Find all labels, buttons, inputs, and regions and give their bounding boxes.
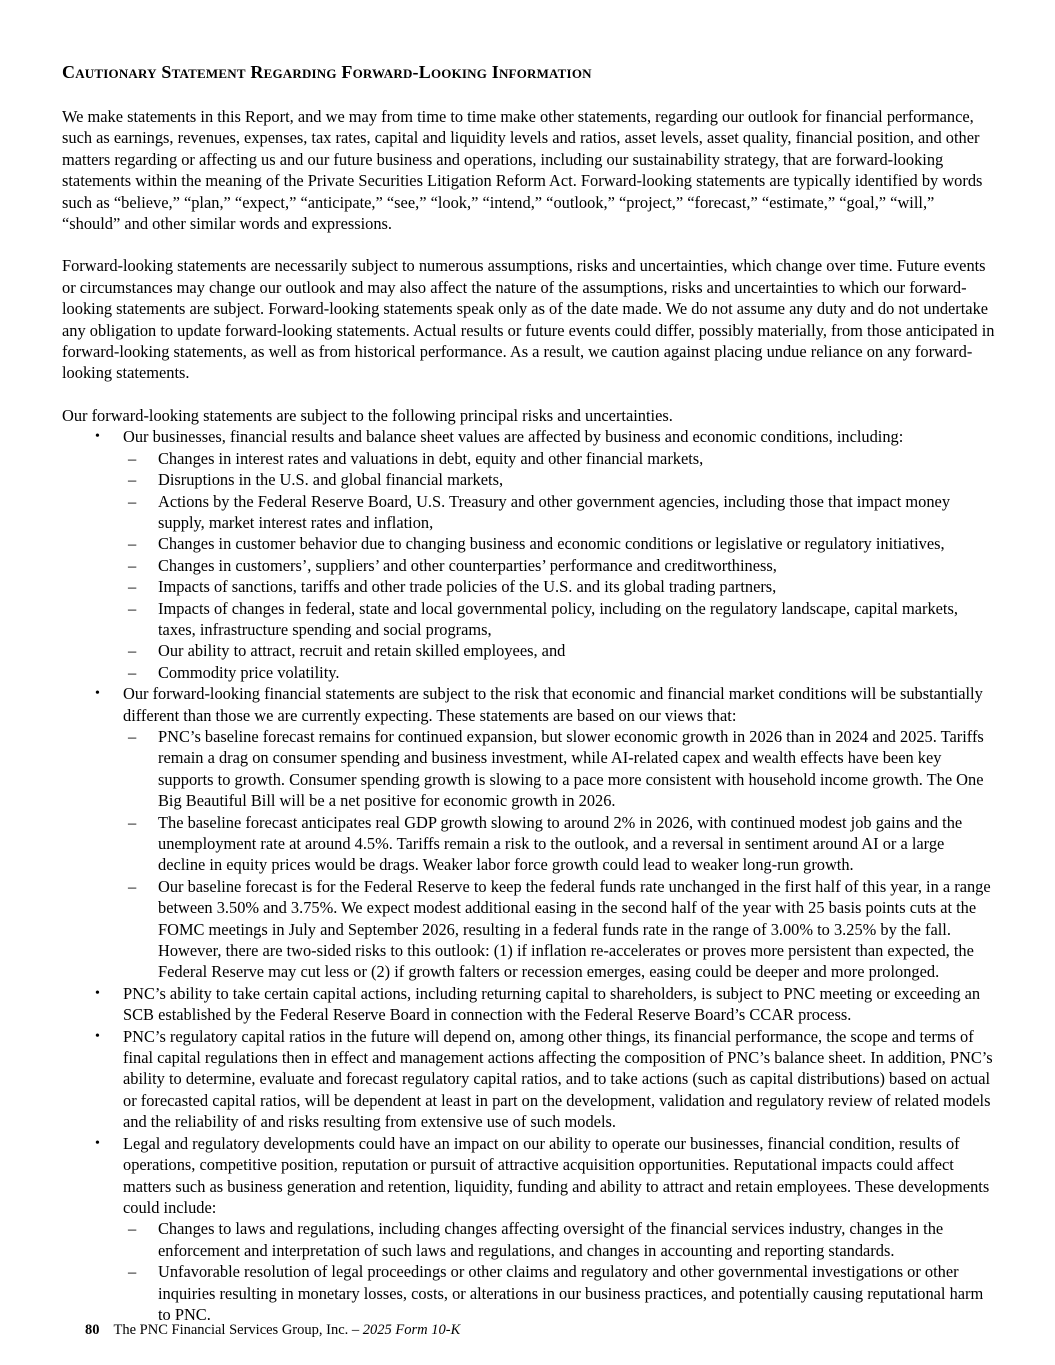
risk-subitem-text: Commodity price volatility. xyxy=(158,662,340,682)
document-page xyxy=(62,62,995,1325)
risk-subitem-text: Changes in customers’, suppliers’ and other counterparties’ performance and creditworthiness, xyxy=(158,555,777,575)
dash-marker: – xyxy=(128,577,137,597)
risk-item xyxy=(62,1026,995,1133)
paragraph-assumptions-risks: Forward-looking statements are necessarily subject to numerous assumptions, risks and uncertainties, which change over time. Future events or circumstances may change our outlook and may also affect the nature of the assumptions, risks and uncertainties to which our forward-looking statements are subject. Forward-looking statements speak only as of the date made. We do not assume any duty and do not undertake any obligation to update forward-looking statements. Actual results or future events could differ, possibly materially, from those anticipated in forward-looking statements, as well as from historical performance. As a result, we caution against placing undue reliance on any forward-looking statements. xyxy=(62,256,995,383)
page-footer xyxy=(85,1322,460,1339)
bullet-marker: • xyxy=(95,686,100,702)
dash-marker: – xyxy=(128,1262,137,1282)
risk-subitem-text: Actions by the Federal Reserve Board, U.S. Treasury and other government agencies, including those that impact money supply, market interest rates and inflation, xyxy=(158,491,951,532)
dash-marker: – xyxy=(128,598,137,618)
risk-item xyxy=(62,983,995,1026)
risk-subitem xyxy=(62,662,995,683)
dash-marker: – xyxy=(128,448,137,468)
risk-item-text: Our businesses, financial results and balance sheet values are affected by business and economic conditions, including: xyxy=(123,427,904,447)
risk-subitem xyxy=(62,448,995,469)
risk-subitem xyxy=(62,726,995,812)
bullet-marker: • xyxy=(95,1135,100,1151)
risk-subitem xyxy=(62,533,995,554)
dash-marker: – xyxy=(128,555,137,575)
risk-subitem-text: Our ability to attract, recruit and retain skilled employees, and xyxy=(158,641,566,661)
risk-subitem xyxy=(62,640,995,661)
dash-marker: – xyxy=(128,470,137,490)
dash-marker: – xyxy=(128,1219,137,1239)
page-title: Cautionary Statement Regarding Forward-Looking Information xyxy=(62,62,592,82)
risk-item xyxy=(62,1133,995,1219)
dash-marker: – xyxy=(128,812,137,832)
risk-item-text: Legal and regulatory developments could have an impact on our ability to operate our businesses, financial condition, results of operations, competitive position, reputation or pursuit of attractive acquisition opportunities. Reputational impacts could affect matters such as business generation and retention, liquidity, funding and ability to attract and retain employees. These developments could include: xyxy=(123,1133,990,1217)
risk-subitem xyxy=(62,555,995,576)
dash-marker: – xyxy=(128,534,137,554)
risk-list xyxy=(62,426,995,1325)
risk-subitem-text: Impacts of changes in federal, state and local governmental policy, including on the regulatory landscape, capital markets, taxes, infrastructure spending and social programs, xyxy=(158,598,958,639)
dash-marker: – xyxy=(128,641,137,661)
risk-item xyxy=(62,426,995,447)
risk-subitem-text: Disruptions in the U.S. and global financial markets, xyxy=(158,470,504,490)
bullet-marker: • xyxy=(95,429,100,445)
risk-subitem-text: PNC’s baseline forecast remains for continued expansion, but slower economic growth in 2026 than in 2024 and 2025. Tariffs remain a drag on consumer spending and business investment, while AI-related capex and wealth effects have been key supports to growth. Consumer spending growth is slowing to a pace more consistent with household income growth. The One Big Beautiful Bill will be a net positive for economic growth in 2026. xyxy=(158,726,984,811)
risk-subitem-text: Our baseline forecast is for the Federal Reserve to keep the federal funds rate unchanged in the first half of this year, in a range between 3.50% and 3.75%. We expect modest additional easing in the second half of the year with 25 basis points cuts at the FOMC meetings in July and September 2026, resulting in a federal funds rate in the range of 3.00% to 3.25% by the fall. However, there are two-sided risks to this outlook: (1) if inflation re-accelerates or proves more persistent than expected, the Federal Reserve may cut less or (2) if growth falters or recession emerges, easing could be deeper and more prolonged. xyxy=(158,876,991,982)
risk-subitem-text: The baseline forecast anticipates real GDP growth slowing to around 2% in 2026, with continued modest job gains and the unemployment rate at around 4.5%. Tariffs remain a risk to the outlook, and a reversal in sentiment around AI or a large decline in equity prices would be drags. Weaker labor force growth could lead to weaker long-run growth. xyxy=(158,812,963,875)
risk-subitem xyxy=(62,1218,995,1261)
risk-item-text: PNC’s ability to take certain capital actions, including returning capital to shareholders, is subject to PNC meeting or exceeding an SCB established by the Federal Reserve Board in connection with the Federal Reserve Board’s CCAR process. xyxy=(123,983,981,1025)
dash-marker: – xyxy=(128,491,137,511)
footer-form-name: 2025 Form 10-K xyxy=(362,1322,461,1338)
footer-page-number: 80 xyxy=(85,1322,100,1338)
bullet-marker: • xyxy=(95,985,100,1001)
risk-subitem xyxy=(62,812,995,876)
paragraph-principal-risks-lead: Our forward-looking statements are subject to the following principal risks and uncertainties. xyxy=(62,405,673,425)
risk-subitem-text: Unfavorable resolution of legal proceedings or other claims and regulatory and other governmental investigations or other inquiries resulting in monetary losses, costs, or alterations in our business practices, and potentially causing reputational harm to PNC. xyxy=(158,1262,984,1324)
footer-company-name: The PNC Financial Services Group, Inc. – xyxy=(113,1322,363,1338)
risk-item xyxy=(62,683,995,726)
risk-subitem-text: Changes in customer behavior due to changing business and economic conditions or legislative or regulatory initiatives, xyxy=(158,534,945,554)
risk-subitem-text: Changes in interest rates and valuations in debt, equity and other financial markets, xyxy=(158,448,704,468)
risk-subitem xyxy=(62,598,995,641)
risk-subitem xyxy=(62,469,995,490)
dash-marker: – xyxy=(128,662,137,682)
risk-subitem xyxy=(62,876,995,983)
risk-subitem-text: Impacts of sanctions, tariffs and other trade policies of the U.S. and its global trading partners, xyxy=(158,577,777,597)
risk-subitem xyxy=(62,576,995,597)
bullet-marker: • xyxy=(95,1028,100,1044)
risk-subitem-text: Changes to laws and regulations, including changes affecting oversight of the financial services industry, changes in the enforcement and interpretation of such laws and regulations, and changes in accounting and reporting standards. xyxy=(158,1219,944,1260)
risk-item-text: PNC’s regulatory capital ratios in the future will depend on, among other things, its financial performance, the scope and terms of final capital regulations then in effect and management actions affecting the composition of PNC’s balance sheet. In addition, PNC’s ability to determine, evaluate and forecast regulatory capital ratios, and to take actions (such as capital distributions) based on actual or forecasted capital ratios, will be dependent at least in part on the development, validation and regulatory review of related models and the reliability of and risks resulting from extensive use of such models. xyxy=(123,1026,993,1132)
risk-subitem xyxy=(62,1261,995,1325)
dash-marker: – xyxy=(128,726,137,746)
paragraph-forward-looking-intro: We make statements in this Report, and we may from time to time make other statements, regarding our outlook for financial performance, such as earnings, revenues, expenses, tax rates, capital and liquidity levels and ratios, asset levels, asset quality, financial position, and other matters regarding or affecting us and our future business and operations, including our sustainability strategy, that are forward-looking statements within the meaning of the Private Securities Litigation Reform Act. Forward-looking statements are typically identified by words such as “believe,” “plan,” “expect,” “anticipate,” “see,” “look,” “intend,” “outlook,” “project,” “forecast,” “estimate,” “goal,” “will,” “should” and other similar words and expressions. xyxy=(62,107,983,234)
dash-marker: – xyxy=(128,876,137,896)
risk-item-text: Our forward-looking financial statements are subject to the risk that economic and financial market conditions will be substantially different than those we are currently expecting. These statements are based on our views that: xyxy=(123,684,983,725)
risk-subitem xyxy=(62,491,995,534)
